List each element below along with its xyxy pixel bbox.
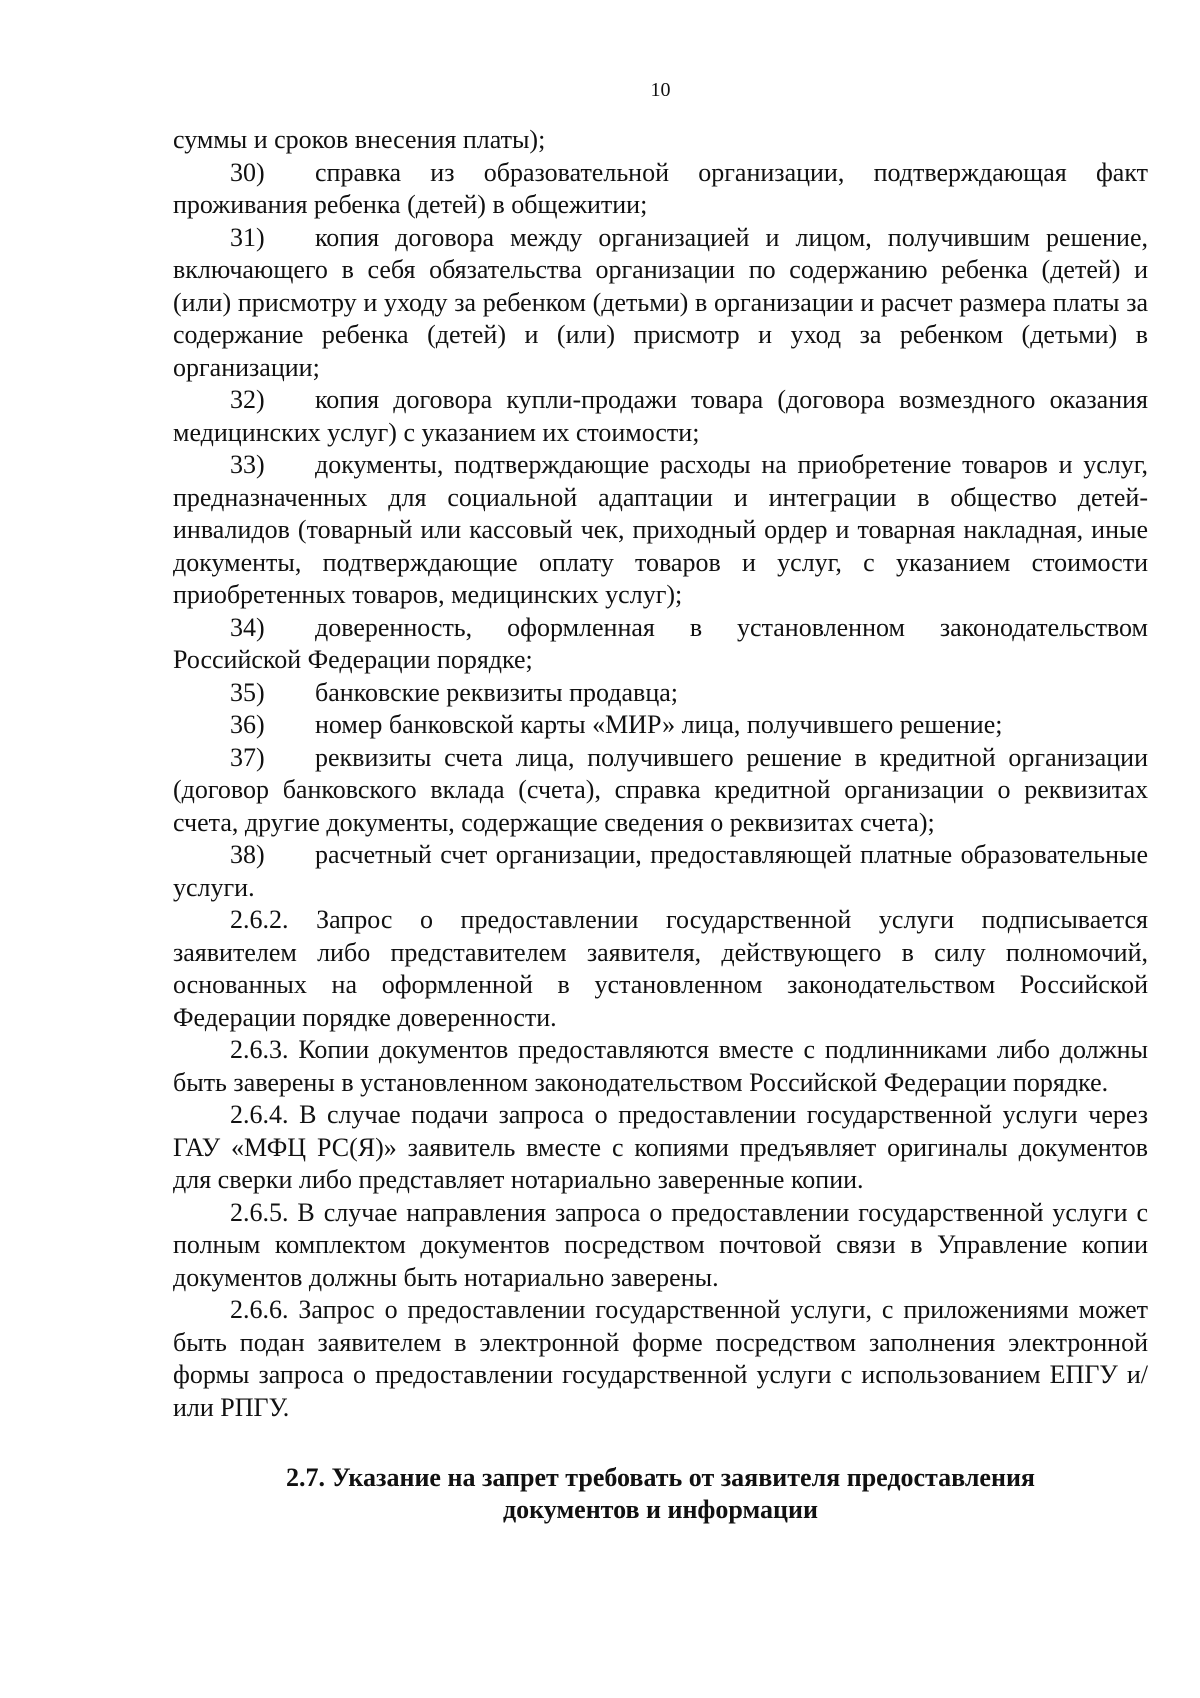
item-number: 35)	[230, 677, 265, 707]
list-item	[173, 839, 1148, 904]
item-text: справка из образовательной организации, подтверждающая факт проживания ребенка (детей) в общежитии;	[173, 157, 1148, 219]
list-item	[173, 677, 1148, 710]
item-text: документы, подтверждающие расходы на приобретение товаров и услуг, предназначенных для социальной адаптации и интеграции в общество детей-инвалидов (товарный или кассовый чек, приходный ордер и товарная накладная, иные документы, подтверждающие оплату товаров и услуг, с указанием стоимости приобретенных товаров, медицинских услуг);	[173, 450, 1148, 609]
list-item	[173, 709, 1148, 742]
item-text: доверенность, оформленная в установленном законодательством Российской Федерации порядке;	[173, 612, 1148, 674]
item-number: 34)	[230, 612, 265, 642]
page-number: 10	[650, 79, 671, 101]
list-item	[173, 612, 1148, 677]
item-number: 30)	[230, 157, 265, 187]
item-number: 38)	[230, 840, 265, 869]
item-text: копия договора купли-продажи товара (договора возмездного оказания медицинских услуг) с указанием их стоимости;	[173, 385, 1148, 447]
item-number: 33)	[230, 450, 265, 479]
item-number: 36)	[230, 710, 265, 739]
item-text: копия договора между организацией и лицом, получившим решение, включающего в себя обязательства организации по содержанию ребенка (детей) и (или) присмотру и уходу за ребенком (детьми) в организации и расчет размера платы за содержание ребенка (детей) и (или) присмотр и уход за ребенком (детьми) в организации;	[173, 222, 1148, 382]
item-text: расчетный счет организации, предоставляющей платные образовательные услуги.	[173, 840, 1148, 902]
list-item	[173, 449, 1148, 612]
item-number: 37)	[230, 742, 265, 772]
subsection-2-6-2: 2.6.2. Запрос о предоставлении государственной услуги подписывается заявителем либо представителем заявителя, действующего в силу полномочий, основанных на оформленной в установленном законодательством Российской Федерации порядке доверенности.	[173, 905, 1148, 1032]
section-heading-line2: документов и информации	[503, 1495, 818, 1524]
item-text: реквизиты счета лица, получившего решение в кредитной организации (договор банковского вклада (счета), справка кредитной организации о реквизитах счета, другие документы, содержащие сведения о реквизитах счета);	[173, 742, 1148, 837]
item-text: номер банковской карты «МИР» лица, получившего решение;	[315, 710, 1003, 739]
continuation-text: суммы и сроков внесения платы);	[173, 125, 546, 154]
section-heading	[173, 1462, 1148, 1526]
subsection-2-6-4: 2.6.4. В случае подачи запроса о предоставлении государственной услуги через ГАУ «МФЦ РС(Я)» заявитель вместе с копиями предъявляет оригиналы документов для сверки либо представляет нотариально заверенные копии.	[173, 1100, 1148, 1194]
subsection-2-6-5: 2.6.5. В случае направления запроса о предоставлении государственной услуги с полным комплектом документов посредством почтовой связи в Управление копии документов должны быть нотариально заверены.	[173, 1197, 1148, 1292]
subsection-2-6-6: 2.6.6. Запрос о предоставлении государственной услуги, с приложениями может быть подан заявителем в электронной форме посредством заполнения электронной формы запроса о предоставлении государственной услуги с использованием ЕПГУ и/или РПГУ.	[173, 1295, 1148, 1422]
list-item	[173, 384, 1148, 449]
list-item	[173, 157, 1148, 222]
subsection-2-6-3: 2.6.3. Копии документов предоставляются вместе с подлинниками либо должны быть заверены в установленном законодательством Российской Федерации порядке.	[173, 1035, 1148, 1097]
item-text: банковские реквизиты продавца;	[315, 677, 679, 707]
document-body	[173, 124, 1148, 1526]
item-number: 32)	[230, 385, 265, 414]
list-item	[173, 222, 1148, 385]
list-item	[173, 742, 1148, 840]
item-number: 31)	[230, 222, 265, 252]
section-heading-line1: 2.7. Указание на запрет требовать от заявителя предоставления	[285, 1463, 1035, 1492]
